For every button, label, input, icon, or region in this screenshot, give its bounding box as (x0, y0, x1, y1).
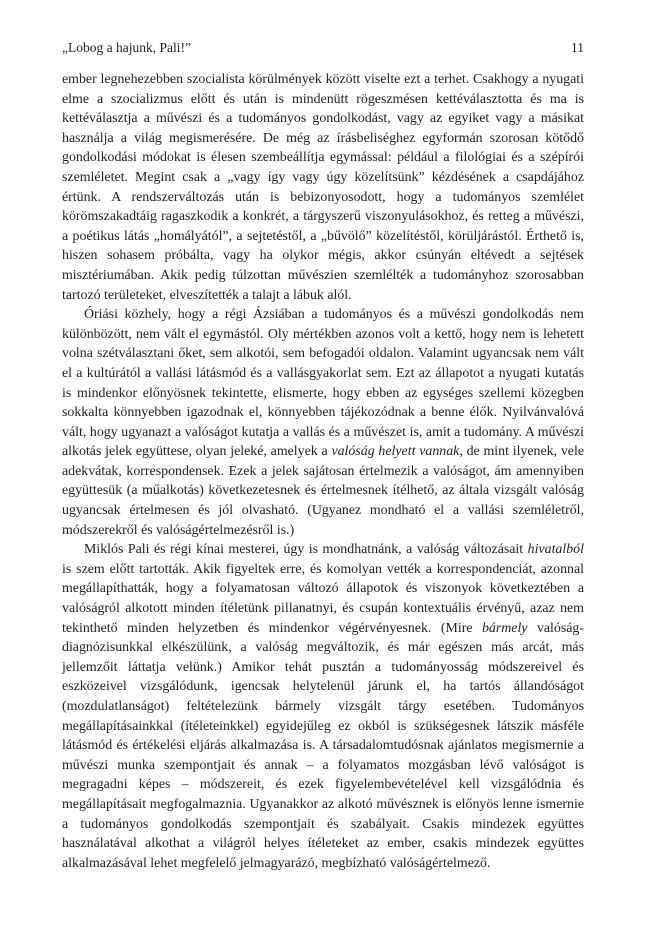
paragraph-3 (62, 540, 584, 873)
page-header (62, 40, 584, 60)
paragraph-2-text-a: Óriási közhely, hogy a régi Ázsiában a tudományos és a művészi gondolkodás nem különbözött, nem vált el egymástól. Oly mértékben azonos volt a kettő, hogy nem is lehetett volna szétválasztani őket, sem alkotói, sem befogadói oldalon. Valamint ugyancsak nem vált el a kultúrától a vallási látásmód és a vallásgyakorlat sem. Ezt az állapotot a nyugati kutatás is mindenkor előnyösnek tekintette, elismerte, hogy ebben az egységes szellemi közegben sokkalta könnyebben igazodnak el, könnyebben tájékozódnak a benne élők. Nyilvánvalóvá vált, hogy ugyanazt a valóságot kutatja a vallás és a művészet is, amit a tudomány. A művészi alkotás jelek együttese, olyan jeleké, amelyek a (62, 307, 584, 460)
body-text (62, 70, 584, 873)
paragraph-3-text-b: is szem előtt tartották. Akik figyeltek erre, és komolyan vették a korrespondenciát, azonnal megállapíthatták, hogy a folyamatosan változó állapotok és viszonyok következtében a valóságról alkotott minden ítéletünk pillanatnyi, és csupán kontextuális érvényű, azaz nem tekinthető minden helyzetben és mindenkor végérvényesnek. (Mire (62, 561, 584, 636)
paragraph-3-text-c: valóság-diagnózisunkkal elkészülünk, a valóság megváltozik, és már egészen más arcát, más jellemzőit láttatja velünk.) Amikor tehát pusztán a tudományosság módszereivel és eszközeivel vizsgálódunk, igencsak helytelenül járunk el, ha tartós állandóságot (mozdulatlanságot) feltételezünk bármely vizsgált tárgy esetében. Tudományos megállapításainkkal (ítéleteinkkel) egyidejűleg ez okból is szükségesnek látszik másféle látásmód és értékelési eljárás alkalmazása is. A társadalomtudósnak ajánlatos megismernie a művészi munka szempontjait és annak – a folyamatos mozgásban lévő valóságot is megragadni képes – módszereit, és ezek figyelembevételével kell vizsgálódnia és megállapításait megfogalmaznia. Ugyanakkor az alkotó művésznek is előnyös lenne ismernie a tudományos gondolkodás szempontjait és szabályait. Csakis mindezek együttes használatával alkothat a világról helyes ítéleteket az ember, csakis mindezek együttes alkalmazásával lehet megfelelő jelmagyarázó, megbízható valóságértelmező. (62, 620, 585, 871)
paragraph-3-text-a: Miklós Pali és régi kínai mesterei, úgy is mondhatnánk, a valóság változásait (84, 542, 528, 558)
paragraph-1-text: ember legnehezebben szocialista körülmények között viselte ezt a terhet. Csakhogy a nyugati elme a szocializmus előtt és után is mindenütt rögeszmésen kettéválasztotta és ma is kettéválasztja a művészi és a tudományos gondolkodást, vagy az egyiket vagy a másikat használja a világ megismerésére. De még az írásbeliséghez egyformán szorosan kötődő gondolkodási módokat is élesen szembeállítja egymással: például a filológiai és a szépírói szemléletet. Megint csak a „vagy így vagy úgy közelítsünk” kézdésének a csapdájához értünk. A rendszerváltozás után is bebizonyosodott, hogy a tudományos szemlélet körömszakadtáig ragaszkodik a konkrét, a tárgyszerű viszonyulásokhoz, és retteg a művészi, a poétikus látás „homályától”, a sejtetéstől, a „bűvölő” közelítéstől, körüljárástól. Érthető is, hiszen sohasem próbálta, vagy ha olykor mégis, akkor csúnyán eltévedt a sejtések misztériumában. Akik pedig túlzottan művészien szemlélték a tudományhoz szorosabban tartozó területeket, elveszítették a talajt a lábuk alól. (62, 72, 584, 303)
page-number: 11 (571, 40, 584, 55)
paragraph-3-italic-word-2: bármely (481, 620, 528, 636)
paragraph-1 (62, 70, 584, 305)
paragraph-2 (62, 305, 584, 540)
running-title: „Lobog a hajunk, Pali!” (62, 40, 191, 55)
paragraph-3-italic-word-1: hivatalból (527, 542, 584, 558)
paragraph-2-italic-phrase: valóság helyett vannak (331, 444, 460, 460)
paragraph-2-text-b: , de mint ilyenek, vele adekvátak, korrespondensek. Ezek a jelek sajátosan értelmezik a valóságot, ám amennyiben együttesük (a műalkotás) következetesnek és értelmesnek ítélhető, az általa vizsgált valóság ugyancsak értelmesen és jól olvasható. (Ugyanez mondható el a vallási szemléletről, módszerekről és valóságértelmezésről is.) (62, 444, 585, 538)
